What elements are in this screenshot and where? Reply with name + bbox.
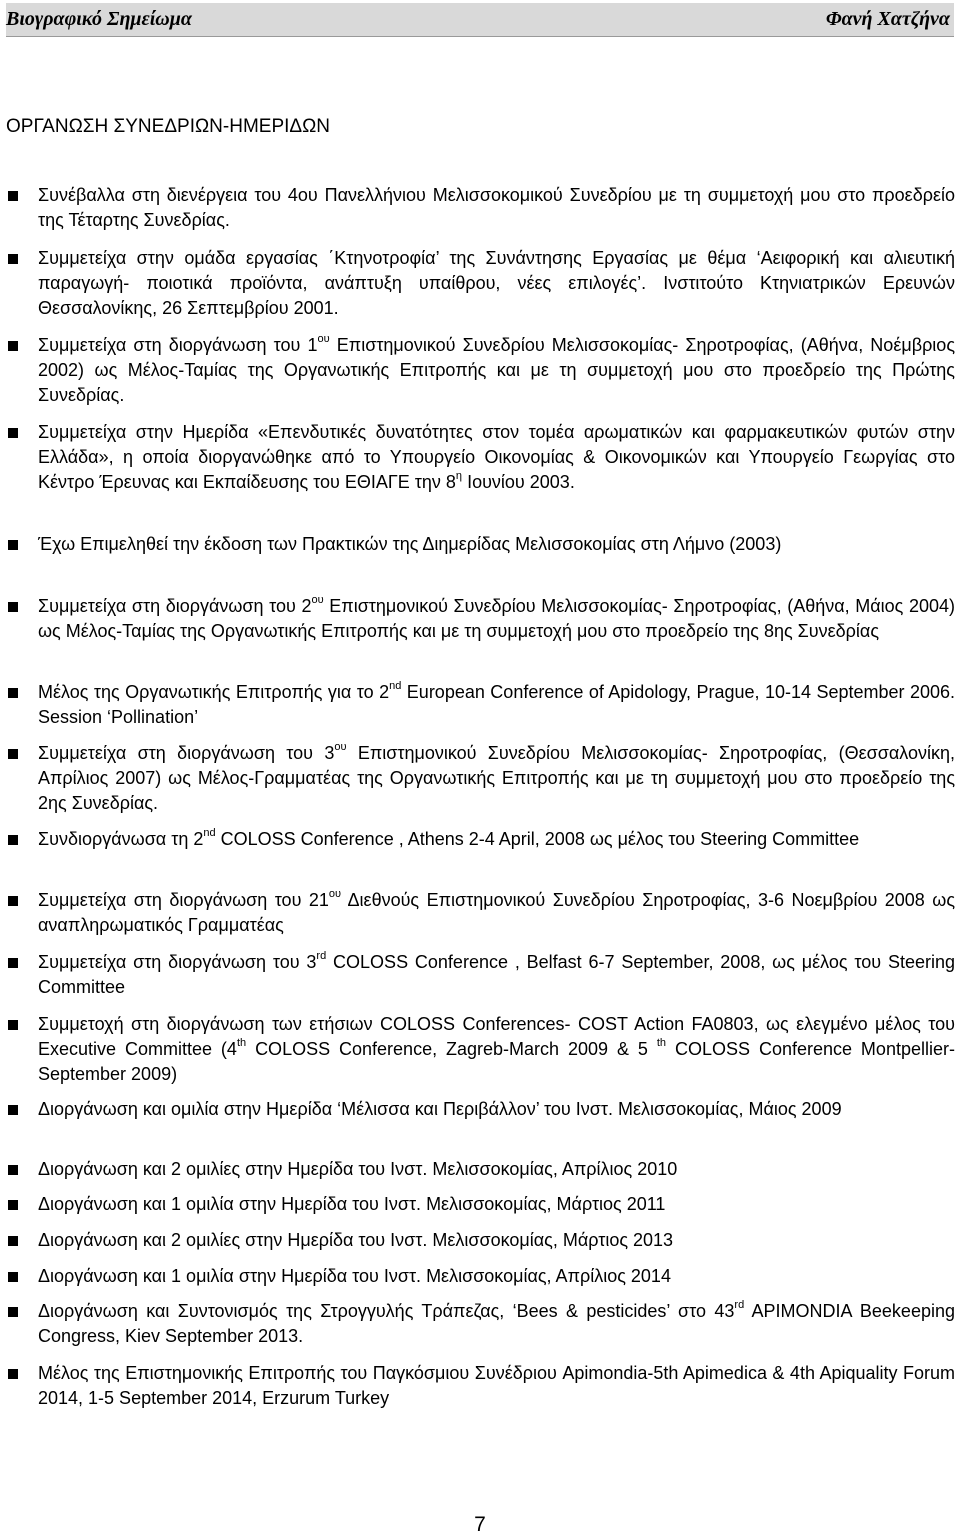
square-bullet-icon	[8, 1307, 18, 1317]
square-bullet-icon	[8, 835, 18, 845]
square-bullet-icon	[8, 540, 18, 550]
section-title: ΟΡΓΑΝΩΣΗ ΣΥΝΕΔΡΙΩΝ-ΗΜΕΡΙΔΩΝ	[6, 116, 331, 137]
square-bullet-icon	[8, 254, 18, 264]
square-bullet-icon	[8, 191, 18, 201]
list-item: Συνέβαλλα στη διενέργεια του 4ου Πανελλήνιου Μελισσοκομικού Συνεδρίου με τη συμμετοχή μου στο προεδρείο της Τέταρτης Συνεδρίας.	[38, 183, 955, 233]
square-bullet-icon	[8, 341, 18, 351]
list-item: Μέλος της Οργανωτικής Επιτροπής για το 2nd European Conference of Apidology, Prague, 10-14 September 2006. Session ‘Pollination’	[38, 680, 955, 730]
square-bullet-icon	[8, 1236, 18, 1246]
list-item: Διοργάνωση και 1 ομιλία στην Ημερίδα του Ινστ. Μελισσοκομίας, Μάρτιος 2011	[38, 1192, 955, 1217]
list-item: Συμμετείχα στην ομάδα εργασίας ΄Κτηνοτροφία’ της Συνάντησης Εργασίας με θέμα ‘Αειφορική και αλιευτική παραγωγή- ποιοτικά προϊόντα, ανάπτυξη υπαίθρου, νέες επιλογές’. Ινστιτούτο Κτηνιατρικών Ερευνών Θεσσαλονίκης, 26 Σεπτεμβρίου 2001.	[38, 246, 955, 321]
square-bullet-icon	[8, 1272, 18, 1282]
square-bullet-icon	[8, 896, 18, 906]
list-item: Διοργάνωση και 2 ομιλίες στην Ημερίδα του Ινστ. Μελισσοκομίας, Μάρτιος 2013	[38, 1228, 955, 1253]
list-item: Μέλος της Επιστημονικής Επιτροπής του Παγκόσμιου Συνέδριου Apimondia-5th Apimedica & 4th Apiquality Forum 2014, 1-5 September 2014, Erzurum Turkey	[38, 1361, 955, 1411]
square-bullet-icon	[8, 1165, 18, 1175]
square-bullet-icon	[8, 1200, 18, 1210]
header-title: Βιογραφικό Σημείωμα	[6, 8, 192, 30]
list-item: Έχω Επιμεληθεί την έκδοση των Πρακτικών της Διημερίδας Μελισσοκομίας στη Λήμνο (2003)	[38, 532, 955, 557]
list-item: Συμμετείχα στη διοργάνωση του $2^{o\upsilon}$ Επιστημονικού Συνεδρίου Μελισσοκομίας- Σηροτροφίας, (Αθήνα, Μάιος 2004) ως Μέλος-Ταμίας της Οργανωτικής Επιτροπής και με τη συμμετοχή μου στο προεδρείο της 8ης Συνεδρίας	[38, 594, 955, 644]
list-item: Διοργάνωση και ομιλία στην Ημερίδα ‘Μέλισσα και Περιβάλλον’ του Ινστ. Μελισσοκομίας, Μάιος 2009	[38, 1097, 955, 1122]
header-author: Φανή Χατζήνα	[825, 8, 950, 30]
page-header	[6, 3, 954, 37]
square-bullet-icon	[8, 958, 18, 968]
page-number: 7	[474, 1513, 486, 1536]
square-bullet-icon	[8, 749, 18, 759]
list-item: Συνδιοργάνωσα τη 2nd COLOSS Conference , Athens 2-4 April, 2008 ως μέλος του Steering Committee	[38, 827, 955, 852]
square-bullet-icon	[8, 602, 18, 612]
list-item: Διοργάνωση και Συντονισμός της Στρογγυλής Τράπεζας, ‘Bees & pesticides’ στο 43rd APIMONDIA Beekeeping Congress, Kiev September 2013.	[38, 1299, 955, 1349]
list-item: Συμμετείχα στη διοργάνωση του $1^{o\upsilon}$ Επιστημονικού Συνεδρίου Μελισσοκομίας- Σηροτροφίας, (Αθήνα, Νοέμβριος 2002) ως Μέλος-Ταμίας της Οργανωτικής Επιτροπής και με τη συμμετοχή μου στο προεδρείο της Πρώτης Συνεδρίας.	[38, 333, 955, 408]
list-item: Διοργάνωση και 1 ομιλία στην Ημερίδα του Ινστ. Μελισσοκομίας, Απρίλιος 2014	[38, 1264, 955, 1289]
list-item: Διοργάνωση και 2 ομιλίες στην Ημερίδα του Ινστ. Μελισσοκομίας, Απρίλιος 2010	[38, 1157, 955, 1182]
list-item: Συμμετοχή στη διοργάνωση των ετήσιων COLOSS Conferences- COST Action FA0803, ως ελεγμένο μέλος του Executive Committee (4th COLOSS Conference, Zagreb-March 2009 & 5 $^{th}$ COLOSS Conference Montpellier-September 2009)	[38, 1012, 955, 1087]
square-bullet-icon	[8, 1369, 18, 1379]
list-item: Συμμετείχα στη διοργάνωση του $3^{o\upsilon}$ Επιστημονικού Συνεδρίου Μελισσοκομίας- Σηροτροφίας, (Θεσσαλονίκη, Απρίλιος 2007) ως Μέλος-Γραμματέας της Οργανωτικής Επιτροπής και με τη συμμετοχή μου στο προεδρείο της 2ης Συνεδρίας.	[38, 741, 955, 816]
square-bullet-icon	[8, 1020, 18, 1030]
list-item: Συμμετείχα στη διοργάνωση του 3rd COLOSS Conference , Belfast 6-7 September, 2008, ως μέλος του Steering Committee	[38, 950, 955, 1000]
square-bullet-icon	[8, 428, 18, 438]
square-bullet-icon	[8, 688, 18, 698]
square-bullet-icon	[8, 1105, 18, 1115]
list-item: Συμμετείχα στην Ημερίδα «Επενδυτικές δυνατότητες στον τομέα αρωματικών και φαρμακευτικών φυτών στην Ελλάδα», η οποία διοργανώθηκε από το Υπουργείο Οικονομίας & Οικονομικών και Υπουργείο Γεωργίας στο Κέντρο Έρευνας και Εκπαίδευσης του ΕΘΙΑΓΕ την $8^\eta$ Ιουνίου 2003.	[38, 420, 955, 495]
list-item: Συμμετείχα στη διοργάνωση του $21^{o\upsilon}$ Διεθνούς Επιστημονικού Συνεδρίου Σηροτροφίας, 3-6 Νοεμβρίου 2008 ως αναπληρωματικός Γραμματέας	[38, 888, 955, 938]
